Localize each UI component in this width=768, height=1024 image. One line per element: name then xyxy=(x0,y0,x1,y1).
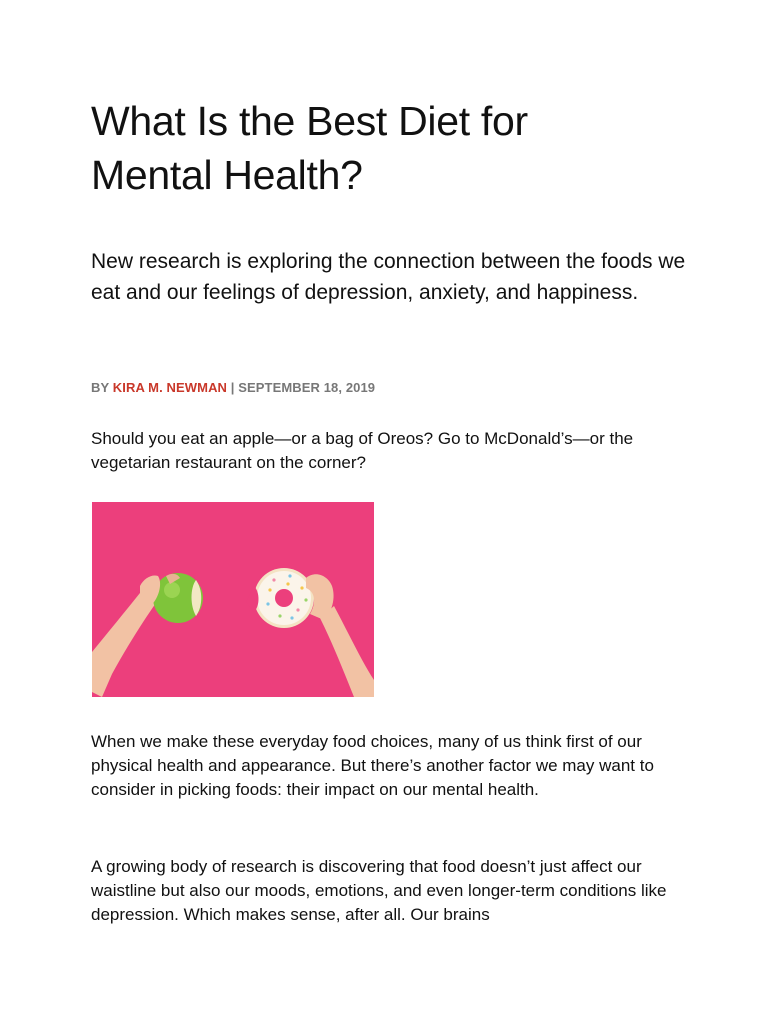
paragraph-research: A growing body of research is discovering that food doesn’t just affect our waistline but also our moods, emotions, and even longer-term conditions like depression. Which makes sense, after all. Our brains xyxy=(91,857,667,924)
hero-image-apple-vs-donut xyxy=(92,502,374,697)
byline xyxy=(91,379,375,397)
paragraph-food-choices: When we make these everyday food choices, many of us think first of our physical health and appearance. But there’s another factor we may want to consider in picking foods: their impact on our mental health. xyxy=(91,732,654,799)
publish-date: SEPTEMBER 18, 2019 xyxy=(238,380,376,395)
author-link[interactable]: KIRA M. NEWMAN xyxy=(112,380,228,395)
article-title-line1: What Is the Best Diet for xyxy=(91,98,528,144)
article-subtitle: New research is exploring the connection between the foods we eat and our feelings of depression, anxiety, and happiness. xyxy=(91,250,686,304)
article-title xyxy=(91,94,711,202)
apple-icon xyxy=(153,573,203,623)
byline-separator: | xyxy=(227,380,239,395)
byline-prefix: BY xyxy=(91,380,113,395)
paragraph-intro: Should you eat an apple—or a bag of Oreos? Go to McDonald’s—or the vegetarian restaurant on the corner? xyxy=(91,429,634,472)
article-title-line2: Mental Health? xyxy=(91,152,363,198)
